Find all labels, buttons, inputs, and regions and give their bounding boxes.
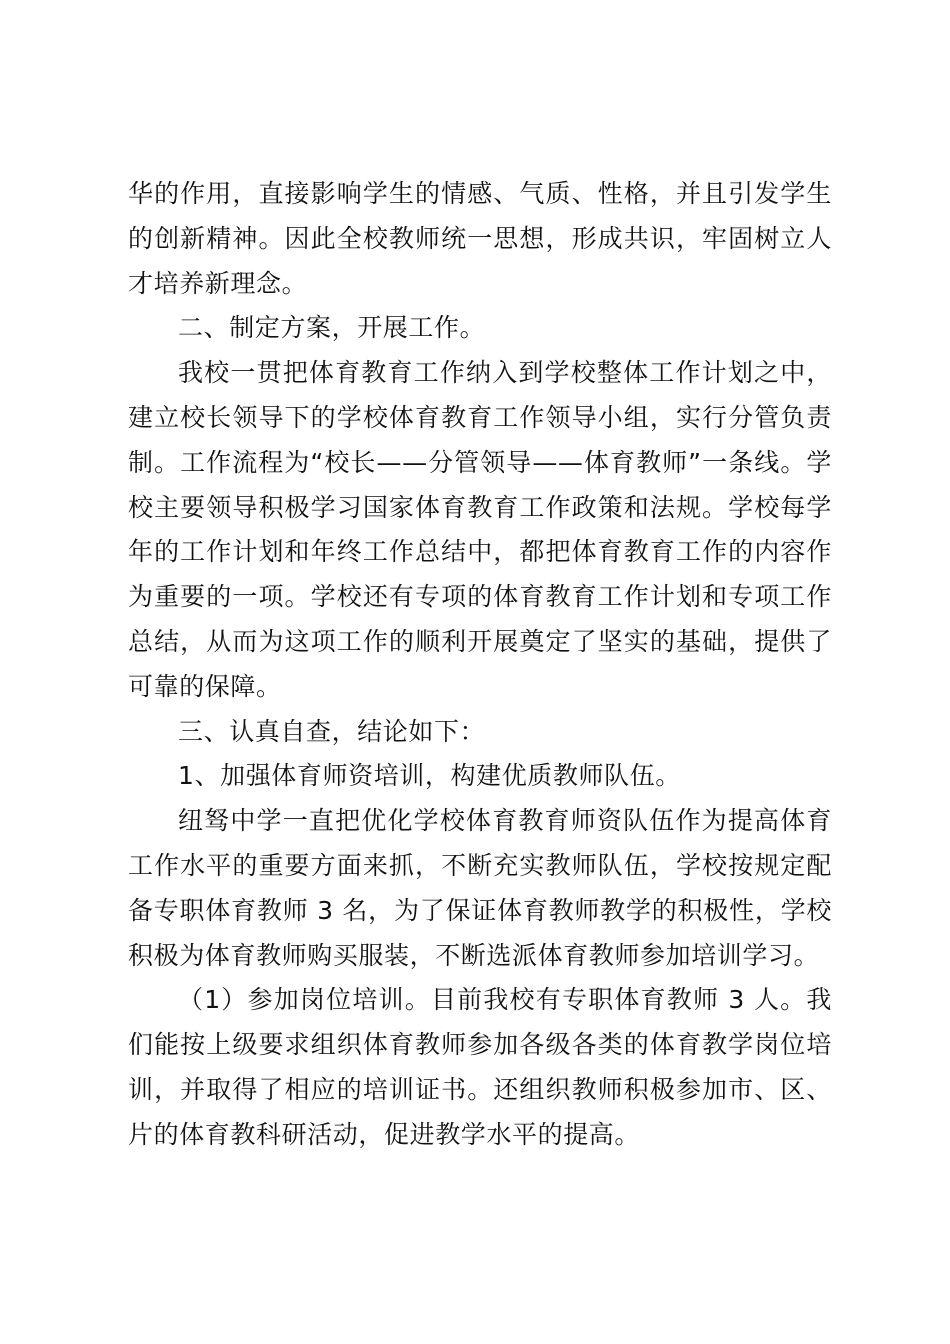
subsection-heading-1: 1、加强体育师资培训，构建优质教师队伍。 bbox=[178, 761, 681, 791]
paragraph-work-plan: 我校一贯把体育教育工作纳入到学校整体工作计划之中，建立校长领导下的学校体育教育工作领导小组，实行分管负责制。工作流程为“校长——分管领导——体育教师”一条线。学校主要领导积极学习国家体育教育工作政策和法规。学校每学年的工作计划和年终工作总结中，都把体育教育工作的内容作为重要的一项。学校还有专项的体育教育工作计划和专项工作总结，从而为这项工作的顺利开展奠定了坚实的基础，提供了可靠的保障。 bbox=[128, 358, 832, 701]
paragraph-teacher-team: 纽驽中学一直把优化学校体育教育师资队伍作为提高体育工作水平的重要方面来抓，不断充实教师队伍，学校按规定配备专职体育教师 3 名，为了保证体育教师教学的积极性，学校积极为体育教师购买服装，不断选派体育教师参加培训学习。 bbox=[128, 806, 832, 970]
section-heading-2: 二、制定方案，开展工作。 bbox=[178, 313, 486, 343]
paragraph-continuation: 华的作用，直接影响学生的情感、气质、性格，并且引发学生的创新精神。因此全校教师统一思想，形成共识，牢固树立人才培养新理念。 bbox=[128, 179, 832, 298]
paragraph-post-training: （1）参加岗位培训。目前我校有专职体育教师 3 人。我们能按上级要求组织体育教师参加各级各类的体育教学岗位培训，并取得了相应的培训证书。还组织教师积极参加市、区、片的体育教科研活动，促进教学水平的提高。 bbox=[128, 985, 832, 1149]
section-heading-3: 三、认真自查，结论如下： bbox=[178, 716, 486, 746]
document-body bbox=[128, 172, 832, 1158]
